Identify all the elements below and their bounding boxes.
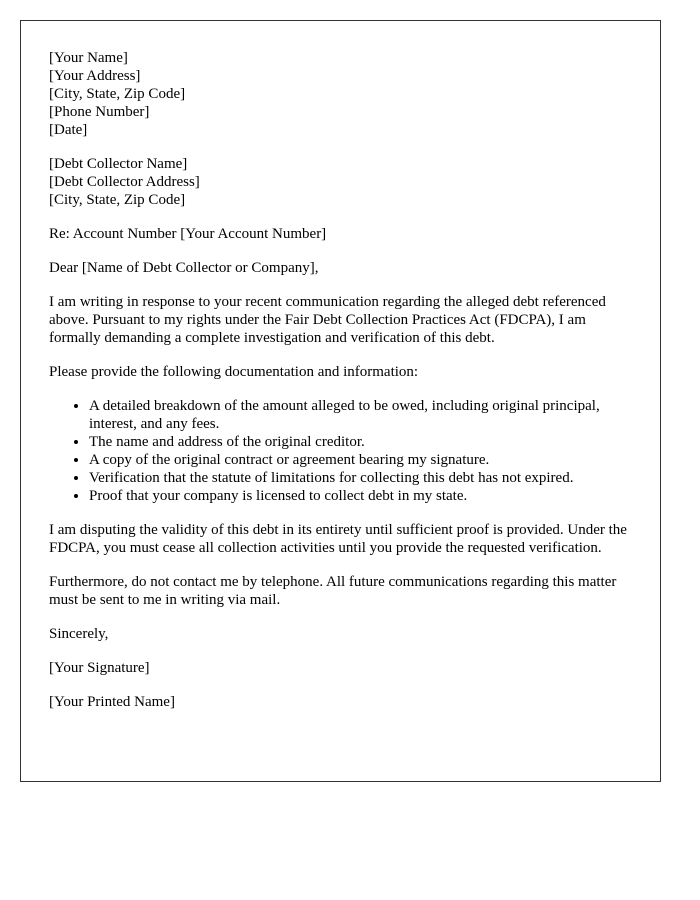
request-paragraph: Please provide the following documentation and information: xyxy=(49,364,419,380)
printed-name: [Your Printed Name] xyxy=(49,694,175,710)
letter-document xyxy=(20,20,661,782)
letter-date: [Date] xyxy=(49,122,88,138)
dispute-paragraph: I am disputing the validity of this debt in its entirety until sufficient proof is provided. Under the FDCPA, you must cease all collection activities until you provide the requested verification. xyxy=(49,522,627,556)
list-item: • A copy of the original contract or agreement bearing my signature. xyxy=(89,451,631,469)
closing: Sincerely, xyxy=(49,626,109,642)
contact-paragraph: Furthermore, do not contact me by telephone. All future communications regarding this matter must be sent to me in writing via mail. xyxy=(49,574,617,608)
recipient-city-state-zip: [City, State, Zip Code] xyxy=(49,192,186,208)
requested-items-list xyxy=(49,397,631,505)
salutation: Dear [Name of Debt Collector or Company], xyxy=(49,260,319,276)
sender-address-block xyxy=(49,49,631,139)
list-item: • Proof that your company is licensed to collect debt in my state. xyxy=(89,487,631,505)
recipient-address-block xyxy=(49,155,631,209)
recipient-name: [Debt Collector Name] xyxy=(49,156,188,172)
intro-paragraph: I am writing in response to your recent communication regarding the alleged debt referenced above. Pursuant to my rights under the Fair Debt Collection Practices Act (FDCPA), I am formally demanding a complete investigation and verification of this debt. xyxy=(49,294,606,346)
list-item: • Verification that the statute of limitations for collecting this debt has not expired. xyxy=(89,469,631,487)
sender-city-state-zip: [City, State, Zip Code] xyxy=(49,86,186,102)
sender-phone: [Phone Number] xyxy=(49,104,150,120)
sender-address: [Your Address] xyxy=(49,68,141,84)
signature: [Your Signature] xyxy=(49,660,150,676)
subject-line: Re: Account Number [Your Account Number] xyxy=(49,226,327,242)
recipient-address: [Debt Collector Address] xyxy=(49,174,200,190)
list-item: • The name and address of the original creditor. xyxy=(89,433,631,451)
list-item: • A detailed breakdown of the amount alleged to be owed, including original principal, interest, and any fees. xyxy=(89,397,631,433)
sender-name: [Your Name] xyxy=(49,50,128,66)
